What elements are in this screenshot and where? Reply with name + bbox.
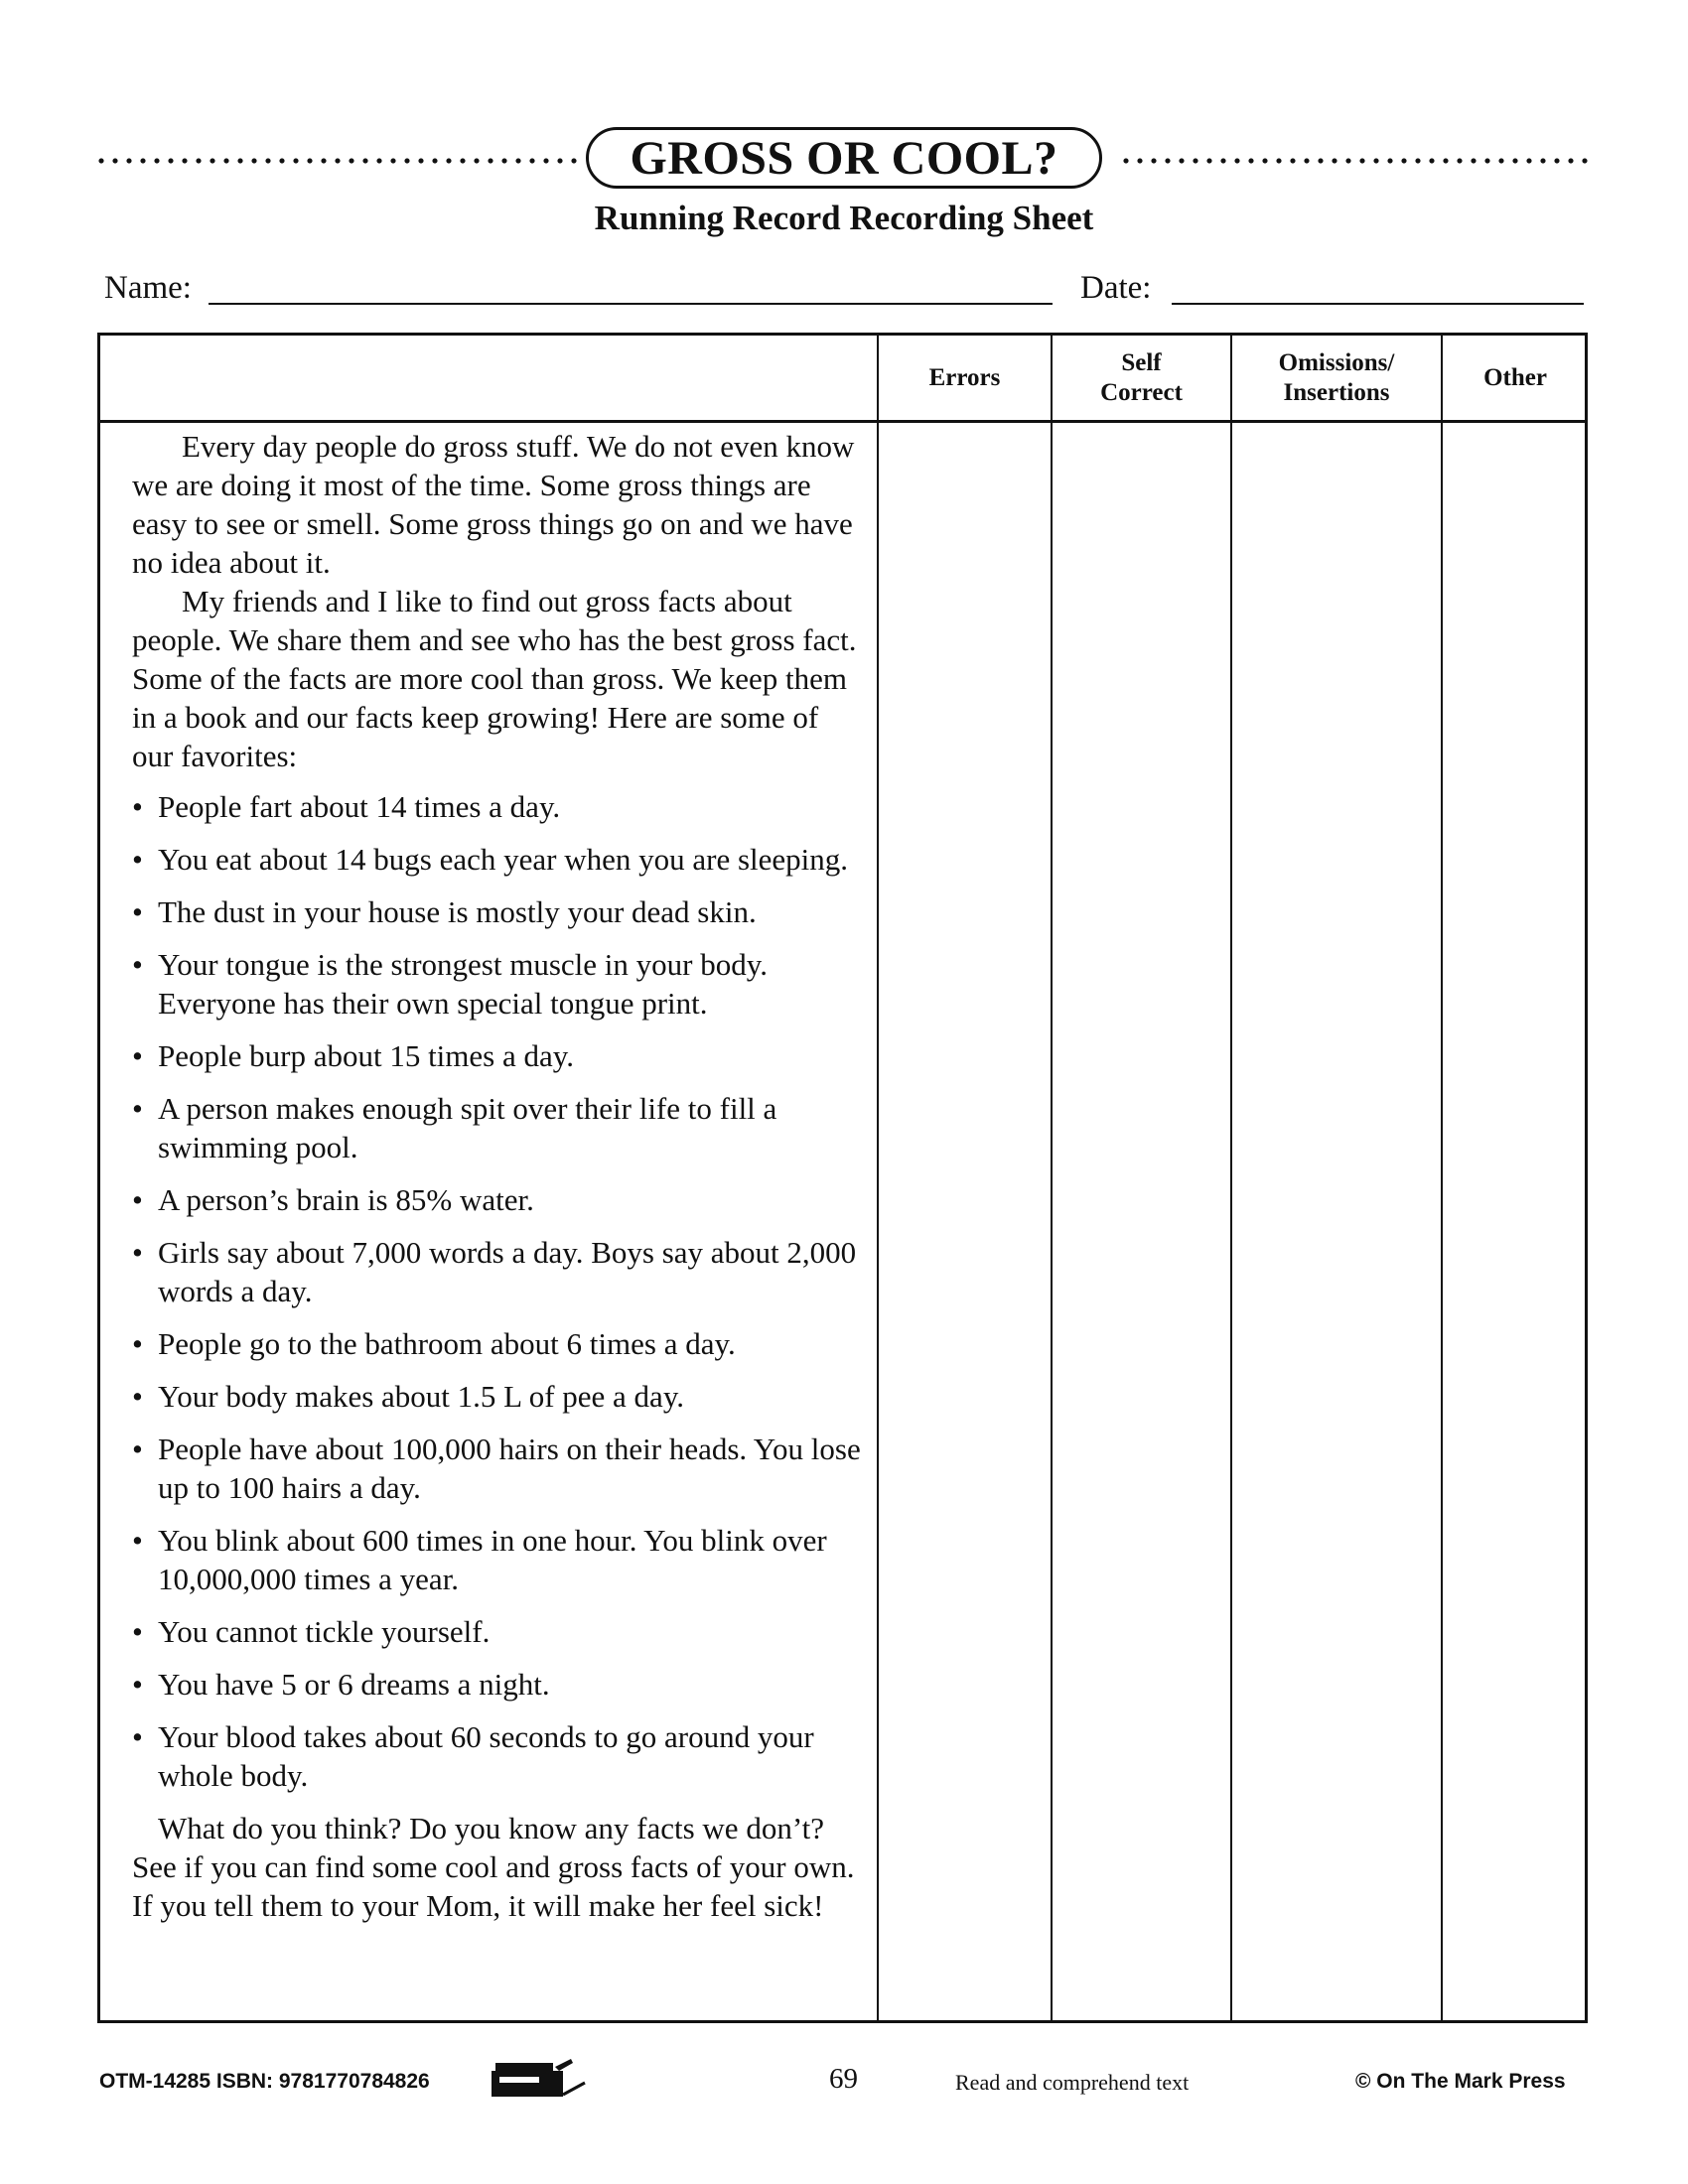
copyright: © On The Mark Press — [1355, 2070, 1566, 2093]
fact-text: People burp about 15 times a day. — [158, 1038, 574, 1073]
list-item — [132, 892, 867, 931]
bullet-icon: • — [132, 1038, 143, 1073]
column-divider — [1441, 336, 1443, 2020]
list-item — [132, 1089, 867, 1166]
column-header-other: Other — [1483, 363, 1547, 391]
list-item — [132, 1324, 867, 1363]
list-item — [132, 1233, 867, 1310]
date-label: Date: — [1080, 270, 1152, 306]
bullet-icon: • — [132, 789, 143, 824]
name-line — [209, 303, 1053, 305]
page-title: GROSS OR COOL? — [586, 127, 1102, 189]
list-item — [132, 1665, 867, 1704]
list-item — [132, 1717, 867, 1795]
fact-text: Your blood takes about 60 seconds to go around your whole body. — [158, 1719, 814, 1793]
list-item — [132, 945, 867, 1023]
skill-label: Read and comprehend text — [955, 2070, 1190, 2095]
bullet-icon: • — [132, 947, 143, 982]
fact-text: You eat about 14 bugs each year when you are sleeping. — [158, 842, 849, 877]
dotted-rule-right — [1119, 157, 1594, 165]
facts-list — [132, 787, 867, 1795]
list-item — [132, 1377, 867, 1416]
dotted-rule-left — [94, 157, 579, 165]
fact-text: A person makes enough spit over their life to fill a swimming pool. — [158, 1091, 777, 1164]
column-header-self-correct: Self Correct — [1100, 348, 1183, 406]
page-subtitle: Running Record Recording Sheet — [594, 199, 1094, 237]
fact-text: Your tongue is the strongest muscle in your body. Everyone has their own special tongue print. — [158, 947, 768, 1021]
fact-text: People fart about 14 times a day. — [158, 789, 561, 824]
table-header-divider — [100, 420, 1585, 423]
bullet-icon: • — [132, 1235, 143, 1270]
bullet-icon: • — [132, 1667, 143, 1702]
column-header-omissions-insertions: Omissions/ Insertions — [1278, 348, 1395, 406]
list-item — [132, 1180, 867, 1219]
passage-closing: What do you think? Do you know any facts we don’t? See if you can find some cool and gross facts of your own. If you tell them to your Mom, it will make her feel sick! — [132, 1811, 855, 1923]
fact-text: You cannot tickle yourself. — [158, 1614, 491, 1649]
fact-text: A person’s brain is 85% water. — [158, 1182, 534, 1217]
bullet-icon: • — [132, 1182, 143, 1217]
list-item — [132, 1036, 867, 1075]
product-code: OTM-14285 ISBN: 9781770784826 — [99, 2070, 430, 2093]
bullet-icon: • — [132, 894, 143, 929]
bullet-icon: • — [132, 1091, 143, 1126]
fact-text: People go to the bathroom about 6 times a day. — [158, 1326, 736, 1361]
bullet-icon: • — [132, 1432, 143, 1466]
photocopier-icon — [490, 2055, 589, 2099]
bullet-icon: • — [132, 1523, 143, 1558]
list-item — [132, 787, 867, 826]
column-header-errors: Errors — [928, 363, 1001, 391]
passage-paragraph: Every day people do gross stuff. We do not even know we are doing it most of the time. Some gross things are easy to see or smell. Some gross things go on and we have no idea about it. — [132, 429, 855, 580]
list-item — [132, 840, 867, 879]
fact-text: Your body makes about 1.5 L of pee a day. — [158, 1379, 685, 1414]
fact-text: The dust in your house is mostly your dead skin. — [158, 894, 757, 929]
name-label: Name: — [104, 270, 192, 306]
bullet-icon: • — [132, 842, 143, 877]
reading-passage — [132, 427, 867, 1925]
bullet-icon: • — [132, 1326, 143, 1361]
passage-paragraph: My friends and I like to find out gross facts about people. We share them and see who has the best gross fact. Some of the facts are more cool than gross. We keep them in a book and our facts keep growing! Here are some of our favorites: — [132, 584, 857, 773]
fact-text: People have about 100,000 hairs on their heads. You lose up to 100 hairs a day. — [158, 1432, 861, 1505]
fact-text: You blink about 600 times in one hour. You blink over 10,000,000 times a year. — [158, 1523, 827, 1596]
date-line — [1172, 303, 1584, 305]
bullet-icon: • — [132, 1719, 143, 1754]
title-banner — [94, 127, 1594, 193]
page-number: 69 — [829, 2063, 858, 2095]
fact-text: You have 5 or 6 dreams a night. — [158, 1667, 550, 1702]
bullet-icon: • — [132, 1614, 143, 1649]
list-item — [132, 1430, 867, 1507]
list-item — [132, 1612, 867, 1651]
list-item — [132, 1521, 867, 1598]
column-divider — [877, 336, 879, 2020]
fact-text: Girls say about 7,000 words a day. Boys say about 2,000 words a day. — [158, 1235, 857, 1308]
column-divider — [1230, 336, 1232, 2020]
bullet-icon: • — [132, 1379, 143, 1414]
column-divider — [1051, 336, 1053, 2020]
